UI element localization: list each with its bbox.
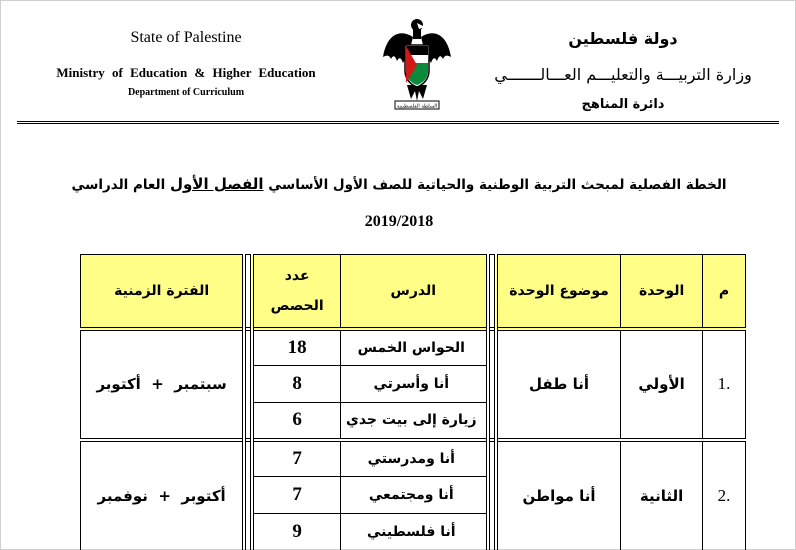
table-row	[81, 440, 746, 477]
english-state-name: State of Palestine	[130, 29, 242, 46]
lesson-count: 9	[252, 514, 340, 550]
semester-plan-table	[80, 254, 746, 550]
col-gap	[244, 329, 252, 440]
col-gap	[488, 440, 496, 550]
title-prefix: الخطة الفصلية لمبحث التربية الوطنية والحياتية للصف الأول الأساسي	[263, 177, 727, 193]
title-highlight: الفصل الأول	[169, 175, 264, 193]
col-gap	[488, 329, 496, 440]
unit-period: أكتوبر + نوفمبر	[81, 440, 245, 550]
lesson-title: زيارة إلى بيت جدي	[340, 403, 487, 440]
col-gap	[244, 255, 252, 329]
col-gap	[488, 255, 496, 329]
title-suffix: العام الدراسي	[71, 177, 170, 193]
english-ministry-name: Ministry of Education & Higher Education	[56, 65, 316, 80]
arabic-ministry-name: وزارة التربيـــة والتعليـــم العـــالـــــــي	[494, 65, 752, 84]
col-index-header: م	[703, 255, 746, 329]
col-topic-header: موضوع الوحدة	[496, 255, 621, 329]
english-department-name: Department of Curriculum	[127, 87, 245, 98]
col-unit-header: الوحدة	[621, 255, 703, 329]
lesson-count: 8	[252, 366, 340, 403]
col-count-header	[252, 255, 340, 329]
header-divider	[17, 121, 779, 124]
palestinian-eagle-emblem-icon	[381, 15, 453, 111]
lesson-count: 18	[252, 329, 340, 366]
lesson-count: 7	[252, 440, 340, 477]
document-title	[31, 175, 767, 193]
col-count-line2: الحصص	[270, 297, 324, 314]
col-gap	[244, 440, 252, 550]
unit-topic: أنا طفل	[496, 329, 621, 440]
emblem-caption: السلطة الفلسطينية	[396, 103, 438, 110]
lesson-title: الحواس الخمس	[340, 329, 487, 366]
lesson-title: أنا فلسطيني	[340, 514, 487, 550]
table-row	[81, 329, 746, 366]
academic-year: 2019/2018	[364, 213, 434, 230]
unit-period: سبتمبر + أكتوبر	[81, 329, 245, 440]
arabic-state-name: دولة فلسطين	[568, 29, 678, 48]
lesson-title: أنا ومجتمعي	[340, 477, 487, 514]
table-header-row	[81, 255, 746, 329]
col-lesson-header: الدرس	[340, 255, 487, 329]
unit-index: 2.	[703, 440, 746, 550]
col-period-header: الفترة الزمنية	[81, 255, 245, 329]
arabic-department-name: دائرة المناهج	[581, 97, 665, 112]
unit-index: 1.	[703, 329, 746, 440]
lesson-title: أنا وأسرتي	[340, 366, 487, 403]
lesson-title: أنا ومدرستي	[340, 440, 487, 477]
unit-name: الأولي	[621, 329, 703, 440]
unit-name: الثانية	[621, 440, 703, 550]
col-count-line1: عدد	[284, 267, 310, 284]
unit-topic: أنا مواطن	[496, 440, 621, 550]
lesson-count: 7	[252, 477, 340, 514]
lesson-count: 6	[252, 403, 340, 440]
